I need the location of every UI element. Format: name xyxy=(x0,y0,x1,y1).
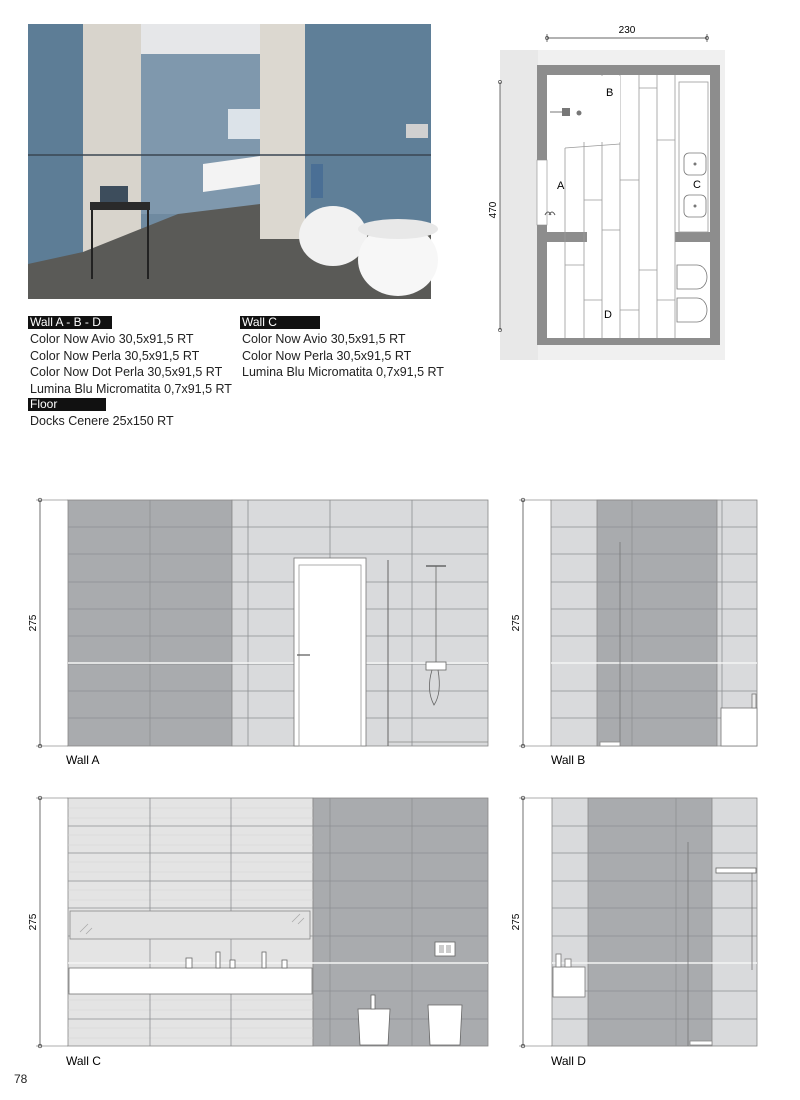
wall-d-elevation xyxy=(552,798,757,1046)
wall-c-heading: Wall C xyxy=(240,316,320,329)
walls-abd-item: Color Now Perla 30,5x91,5 RT xyxy=(30,348,200,363)
page-number: 78 xyxy=(14,1072,28,1086)
plan-width-label: 230 xyxy=(618,25,636,36)
floor-plan xyxy=(490,20,730,365)
bathroom-photo xyxy=(28,24,431,299)
plan-letter-c: C xyxy=(693,179,701,191)
walls-abd-item: Lumina Blu Micromatita 0,7x91,5 RT xyxy=(30,381,232,396)
walls-abd-item: Color Now Avio 30,5x91,5 RT xyxy=(30,332,194,346)
wall-c-spec xyxy=(240,316,444,381)
plan-letter-a: A xyxy=(557,180,565,192)
plan-letter-d: D xyxy=(604,309,612,321)
plan-length-label: 470 xyxy=(488,201,499,219)
wall-b-label: Wall B xyxy=(551,753,586,767)
wall-b-height-label: 275 xyxy=(511,614,522,632)
wall-c-item: Color Now Perla 30,5x91,5 RT xyxy=(242,348,412,363)
wall-c-elevation xyxy=(68,798,488,1046)
wall-c-height-label: 275 xyxy=(28,913,39,931)
wall-a-label: Wall A xyxy=(66,753,100,767)
wall-d-label: Wall D xyxy=(551,1054,586,1068)
walls-abd-spec xyxy=(28,316,232,430)
floor-heading: Floor xyxy=(28,398,106,411)
wall-a-elevation xyxy=(68,500,488,746)
wall-c-label: Wall C xyxy=(66,1054,101,1068)
wall-b-elevation xyxy=(551,500,757,746)
wall-elevations xyxy=(0,490,800,1080)
wall-c-item: Lumina Blu Micromatita 0,7x91,5 RT xyxy=(242,365,444,379)
wall-d-height-label: 275 xyxy=(511,913,522,931)
walls-abd-heading: Wall A - B - D xyxy=(28,316,112,329)
floor-item: Docks Cenere 25x150 RT xyxy=(30,414,174,428)
plan-letter-b: B xyxy=(606,87,614,99)
wall-a-height-label: 275 xyxy=(28,614,39,632)
wall-c-item: Color Now Avio 30,5x91,5 RT xyxy=(242,332,406,346)
walls-abd-item: Color Now Dot Perla 30,5x91,5 RT xyxy=(30,365,223,379)
